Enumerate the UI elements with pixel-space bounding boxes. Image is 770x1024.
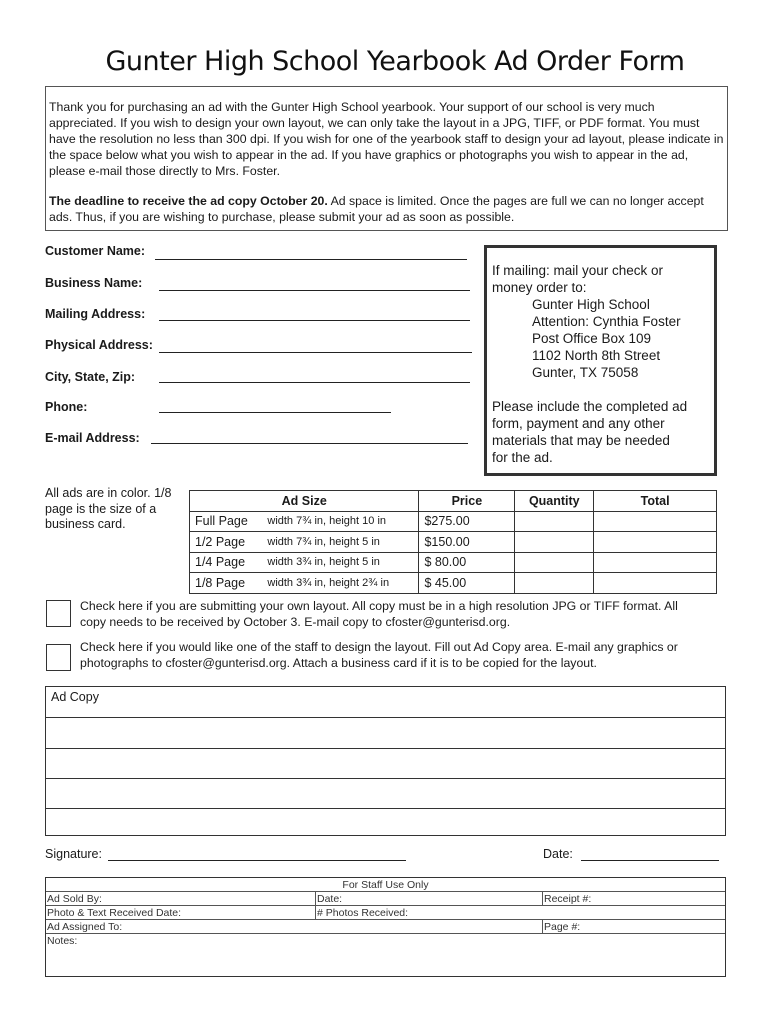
mailing-school-name: Gunter High School — [532, 297, 650, 312]
notes-label: Notes: — [47, 935, 78, 947]
phone-label: Phone: — [45, 400, 88, 414]
intro-box — [45, 86, 728, 231]
deadline-bold: The deadline to receive the ad copy October 20. — [49, 194, 328, 208]
staff-design-line2: photographs to cfoster@gunterisd.org. Attach a business card if it is to be copied for the layout. — [80, 656, 597, 670]
own-layout-line2: copy needs to be received by October 3. E-mail copy to cfoster@gunterisd.org. — [80, 615, 511, 629]
staff-design-line1: Check here if you would like one of the staff to design the layout. Fill out Ad Copy area. E-mail any graphics or — [80, 640, 678, 654]
ad-size-table — [189, 490, 717, 594]
own-layout-line1: Check here if you are submitting your own layout. All copy must be in a high resolution JPG or TIFF format. All — [80, 599, 678, 613]
staff-header: For Staff Use Only — [342, 879, 429, 891]
mailing-note1: Please include the completed ad — [492, 399, 688, 414]
ad-size: Full Page — [190, 511, 263, 532]
table-row — [190, 532, 717, 553]
ad-price: $275.00 — [419, 511, 515, 532]
staff-row — [46, 892, 725, 906]
mailing-address-field[interactable] — [159, 320, 470, 321]
photo-text-date-field[interactable]: Photo & Text Received Date: — [46, 906, 316, 920]
mailing-street: 1102 North 8th Street — [532, 348, 661, 363]
total-cell[interactable] — [594, 532, 717, 553]
ad-price: $150.00 — [419, 532, 515, 553]
city-state-zip-label: City, State, Zip: — [45, 370, 136, 384]
photos-received-field[interactable]: # Photos Received: — [317, 907, 409, 919]
ad-copy-line — [46, 717, 725, 718]
ad-size: 1/4 Page — [190, 552, 263, 573]
ad-copy-line — [46, 748, 725, 749]
date-label: Date: — [543, 847, 573, 861]
staff-header-row — [46, 878, 725, 892]
ad-copy-line — [46, 778, 725, 779]
ad-dimensions: width 7¾ in, height 10 in — [262, 511, 419, 532]
header-quantity: Quantity — [515, 491, 594, 512]
ad-size: 1/2 Page — [190, 532, 263, 553]
mailing-note4: for the ad. — [492, 450, 553, 465]
ad-dimensions: width 3¾ in, height 2¾ in — [262, 573, 419, 594]
total-cell[interactable] — [594, 552, 717, 573]
staff-use-box — [45, 877, 726, 977]
page-title: Gunter High School Yearbook Ad Order Form — [105, 46, 685, 77]
date-field[interactable] — [581, 860, 719, 861]
quantity-cell[interactable] — [515, 573, 594, 594]
header-price: Price — [419, 491, 515, 512]
ad-dimensions: width 7¾ in, height 5 in — [262, 532, 419, 553]
customer-name-field[interactable] — [155, 259, 467, 260]
business-name-field[interactable] — [159, 290, 470, 291]
staff-design-text — [80, 639, 678, 671]
staff-row — [46, 906, 725, 920]
email-field[interactable] — [151, 443, 468, 444]
mailing-city: Gunter, TX 75058 — [532, 365, 639, 380]
table-row — [190, 573, 717, 594]
quantity-cell[interactable] — [515, 511, 594, 532]
deadline-paragraph — [49, 193, 725, 225]
total-cell[interactable] — [594, 511, 717, 532]
mailing-address-label: Mailing Address: — [45, 307, 146, 321]
mailing-line2: money order to: — [492, 280, 587, 295]
total-cell[interactable] — [594, 573, 717, 594]
ad-copy-area[interactable] — [45, 686, 726, 836]
ad-price: $ 45.00 — [419, 573, 515, 594]
receipt-field[interactable]: Receipt #: — [544, 893, 592, 905]
ad-dimensions: width 3¾ in, height 5 in — [262, 552, 419, 573]
deadline-rest: Ad space is limited. Once the pages are full we can no longer accept ads. Thus, if you are wishing to purchase, please submit your ad as soon as possible. — [49, 194, 704, 224]
signature-field[interactable] — [108, 860, 406, 861]
staff-date-field[interactable]: Date: — [316, 892, 543, 906]
mailing-note2: form, payment and any other — [492, 416, 665, 431]
staff-design-checkbox[interactable] — [46, 644, 71, 671]
city-state-zip-field[interactable] — [159, 382, 470, 383]
mailing-info-box — [484, 245, 717, 476]
ad-size: 1/8 Page — [190, 573, 263, 594]
mailing-attention: Attention: Cynthia Foster — [532, 314, 681, 329]
intro-paragraph: Thank you for purchasing an ad with the Gunter High School yearbook. Your support of our school is very much appreciated. If you wish to design your own layout, we can only take the layout in a JPG, TIFF, or PDF format. You must have the resolution no less than 300 dpi. If you wish for one of the yearbook staff to design your ad layout, please indicate in the space below what you wish to appear in the ad. If you have graphics or photographs you wish to appear in the ad, please e-mail those directly to Mrs. Foster. — [49, 100, 724, 178]
ad-copy-line — [46, 808, 725, 809]
physical-address-label: Physical Address: — [45, 338, 153, 352]
page-number-field[interactable]: Page #: — [544, 921, 581, 933]
own-layout-checkbox[interactable] — [46, 600, 71, 627]
own-layout-text — [80, 598, 678, 630]
header-total: Total — [594, 491, 717, 512]
ad-assigned-field[interactable]: Ad Assigned To: — [46, 920, 543, 934]
ad-price: $ 80.00 — [419, 552, 515, 573]
mailing-note3: materials that may be needed — [492, 433, 670, 448]
email-label: E-mail Address: — [45, 431, 140, 445]
quantity-cell[interactable] — [515, 532, 594, 553]
ad-copy-label: Ad Copy — [51, 690, 99, 704]
business-name-label: Business Name: — [45, 276, 143, 290]
ad-sold-by-field[interactable]: Ad Sold By: — [46, 892, 316, 906]
staff-row — [46, 920, 725, 934]
color-note: All ads are in color. 1/8 page is the size of a business card. — [45, 486, 172, 531]
mailing-pobox: Post Office Box 109 — [532, 331, 652, 346]
customer-name-label: Customer Name: — [45, 244, 146, 258]
signature-label: Signature: — [45, 847, 102, 861]
table-row — [190, 511, 717, 532]
table-row — [190, 552, 717, 573]
mailing-line1: If mailing: mail your check or — [492, 263, 664, 278]
header-ad-size: Ad Size — [190, 491, 419, 512]
phone-field[interactable] — [159, 412, 391, 413]
physical-address-field[interactable] — [159, 352, 472, 353]
quantity-cell[interactable] — [515, 552, 594, 573]
